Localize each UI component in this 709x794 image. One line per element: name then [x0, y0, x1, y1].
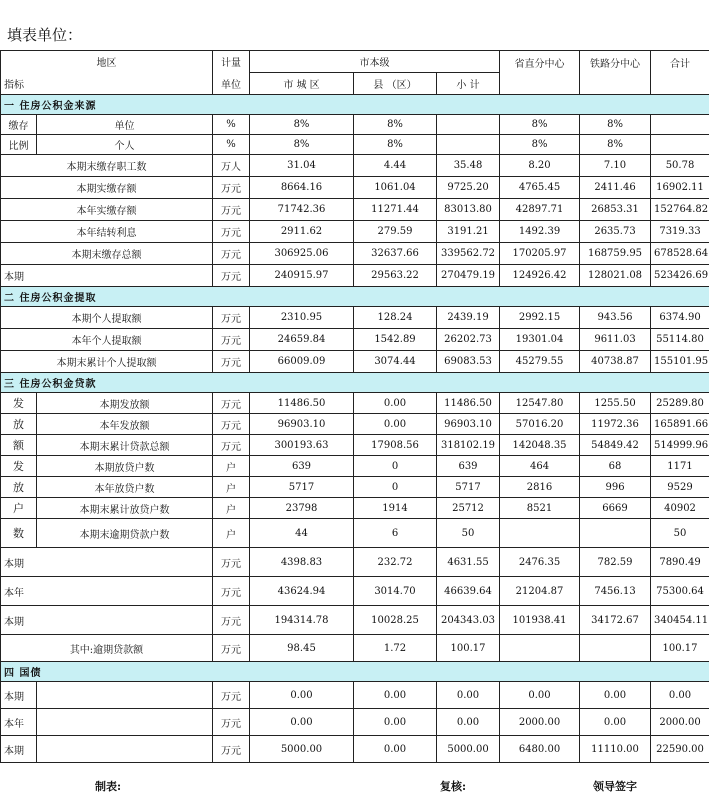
table-row — [1, 199, 709, 221]
unit-cell: 万元 — [213, 577, 250, 606]
rate-label: 比例 — [1, 135, 37, 155]
value-cell: 100.17 — [651, 635, 709, 662]
value-cell — [651, 135, 709, 155]
value-cell: 2911.62 — [250, 221, 354, 243]
value-cell: 155101.95 — [651, 351, 709, 373]
table-row — [1, 635, 709, 662]
unit-cell: 万元 — [213, 199, 250, 221]
row-label: 本期末累计放贷户数 — [37, 498, 213, 519]
value-cell: 6374.90 — [651, 307, 709, 329]
value-cell: 55114.80 — [651, 329, 709, 351]
value-cell: 100.17 — [437, 635, 500, 662]
row-label: 本期末缴存职工数 — [1, 155, 213, 177]
value-cell: 101938.41 — [500, 606, 580, 635]
value-cell: 8664.16 — [250, 177, 354, 199]
value-cell: 142048.35 — [500, 435, 580, 456]
unit-cell: 万元 — [213, 736, 250, 763]
value-cell: 8.20 — [500, 155, 580, 177]
value-cell: 2310.95 — [250, 307, 354, 329]
value-cell: 4631.55 — [437, 548, 500, 577]
value-cell: 26202.73 — [437, 329, 500, 351]
unit-cell: 万元 — [213, 414, 250, 435]
table-row — [1, 135, 709, 155]
value-cell: 7319.33 — [651, 221, 709, 243]
row-label: 本期个人提取额 — [1, 307, 213, 329]
value-cell: 9725.20 — [437, 177, 500, 199]
value-cell: 1171 — [651, 456, 709, 477]
value-cell: 96903.10 — [437, 414, 500, 435]
value-cell: 11110.00 — [580, 736, 651, 763]
value-cell: 0.00 — [354, 414, 437, 435]
value-cell: 10028.25 — [354, 606, 437, 635]
value-cell: 75300.64 — [651, 577, 709, 606]
table-row — [1, 477, 709, 498]
table-row — [1, 265, 709, 287]
value-cell: 50.78 — [651, 155, 709, 177]
value-cell: 5000.00 — [250, 736, 354, 763]
table-row — [1, 456, 709, 477]
value-cell: 8% — [580, 135, 651, 155]
value-cell: 1542.89 — [354, 329, 437, 351]
unit-cell: 万元 — [213, 435, 250, 456]
unit-cell: % — [213, 135, 250, 155]
section-row — [1, 662, 709, 682]
value-cell: 3191.21 — [437, 221, 500, 243]
value-cell: 46639.64 — [437, 577, 500, 606]
value-cell: 1914 — [354, 498, 437, 519]
value-cell: 6669 — [580, 498, 651, 519]
value-cell: 152764.82 — [651, 199, 709, 221]
unit-cell: 万元 — [213, 307, 250, 329]
value-cell: 2635.73 — [580, 221, 651, 243]
value-cell: 17908.56 — [354, 435, 437, 456]
table-row — [1, 736, 709, 763]
unit-cell: 万元 — [213, 351, 250, 373]
value-cell: 306925.06 — [250, 243, 354, 265]
value-cell: 0.00 — [354, 393, 437, 414]
value-cell: 639 — [437, 456, 500, 477]
header-region: 地区 — [1, 51, 213, 73]
value-cell: 232.72 — [354, 548, 437, 577]
value-cell: 943.56 — [580, 307, 651, 329]
value-cell: 639 — [250, 456, 354, 477]
value-cell: 204343.03 — [437, 606, 500, 635]
group-label: 发 — [1, 456, 37, 477]
row-label: 本期末缴存总额 — [1, 243, 213, 265]
row-label: 本期发放额 — [37, 393, 213, 414]
row-label: 本年个人提取额 — [1, 329, 213, 351]
header-subtotal: 小 计 — [437, 73, 500, 95]
value-cell: 26853.31 — [580, 199, 651, 221]
value-cell: 54849.42 — [580, 435, 651, 456]
rate-label: 缴存 — [1, 115, 37, 135]
value-cell: 32637.66 — [354, 243, 437, 265]
value-cell: 0.00 — [250, 709, 354, 736]
value-cell: 0.00 — [500, 682, 580, 709]
value-cell: 11486.50 — [437, 393, 500, 414]
value-cell: 8% — [250, 115, 354, 135]
value-cell: 0.00 — [354, 736, 437, 763]
value-cell: 1.72 — [354, 635, 437, 662]
unit-cell: 万元 — [213, 709, 250, 736]
empty-cell — [37, 682, 213, 709]
unit-cell: 万元 — [213, 606, 250, 635]
footer-reviewed: 复核: — [440, 780, 467, 793]
row-label: 本期末累计贷款总额 — [37, 435, 213, 456]
table-row — [1, 221, 709, 243]
value-cell: 5717 — [250, 477, 354, 498]
value-cell: 8521 — [500, 498, 580, 519]
header-unit-top: 计量 — [213, 51, 250, 73]
value-cell: 170205.97 — [500, 243, 580, 265]
table-row — [1, 548, 709, 577]
value-cell: 300193.63 — [250, 435, 354, 456]
value-cell: 2439.19 — [437, 307, 500, 329]
value-cell: 31.04 — [250, 155, 354, 177]
value-cell: 0.00 — [250, 682, 354, 709]
value-cell: 40902 — [651, 498, 709, 519]
value-cell: 57016.20 — [500, 414, 580, 435]
empty-cell — [37, 709, 213, 736]
unit-cell: 万元 — [213, 635, 250, 662]
value-cell: 2000.00 — [500, 709, 580, 736]
value-cell: 9529 — [651, 477, 709, 498]
header-total: 合计 — [651, 51, 709, 95]
value-cell: 128.24 — [354, 307, 437, 329]
value-cell: 7.10 — [580, 155, 651, 177]
value-cell: 4.44 — [354, 155, 437, 177]
row-label: 单位 — [37, 115, 213, 135]
value-cell: 782.59 — [580, 548, 651, 577]
unit-cell: 万元 — [213, 682, 250, 709]
value-cell: 2000.00 — [651, 709, 709, 736]
value-cell: 96903.10 — [250, 414, 354, 435]
row-label: 本年 — [1, 577, 213, 606]
table-row — [1, 177, 709, 199]
value-cell: 124926.42 — [500, 265, 580, 287]
value-cell: 0.00 — [437, 682, 500, 709]
value-cell: 69083.53 — [437, 351, 500, 373]
unit-cell: 万人 — [213, 155, 250, 177]
value-cell: 3014.70 — [354, 577, 437, 606]
value-cell: 514999.96 — [651, 435, 709, 456]
group-label: 发 — [1, 393, 37, 414]
value-cell: 339562.72 — [437, 243, 500, 265]
header-city-district: 市 城 区 — [250, 73, 354, 95]
unit-cell: 万元 — [213, 548, 250, 577]
header-county: 县 （区） — [354, 73, 437, 95]
value-cell: 1255.50 — [580, 393, 651, 414]
value-cell: 8% — [580, 115, 651, 135]
value-cell: 11271.44 — [354, 199, 437, 221]
value-cell: 50 — [651, 519, 709, 548]
unit-cell: 万元 — [213, 177, 250, 199]
value-cell: 25289.80 — [651, 393, 709, 414]
table-row — [1, 329, 709, 351]
section-title: 四 国债 — [1, 662, 709, 682]
unit-cell: 万元 — [213, 221, 250, 243]
group-label: 放 — [1, 414, 37, 435]
value-cell — [651, 115, 709, 135]
value-cell: 21204.87 — [500, 577, 580, 606]
group-label: 数 — [1, 519, 37, 548]
header-indicator: 指标 — [1, 73, 213, 95]
row-label: 本期实缴存额 — [1, 177, 213, 199]
value-cell: 34172.67 — [580, 606, 651, 635]
value-cell: 11972.36 — [580, 414, 651, 435]
value-cell: 4765.45 — [500, 177, 580, 199]
value-cell: 25712 — [437, 498, 500, 519]
report-table — [0, 50, 709, 763]
section-row — [1, 373, 709, 393]
value-cell: 4398.83 — [250, 548, 354, 577]
section-row — [1, 287, 709, 307]
value-cell: 1492.39 — [500, 221, 580, 243]
value-cell: 0.00 — [580, 709, 651, 736]
value-cell: 8% — [500, 115, 580, 135]
table-row — [1, 709, 709, 736]
row-label: 本期放贷户数 — [37, 456, 213, 477]
value-cell: 270479.19 — [437, 265, 500, 287]
value-cell — [580, 635, 651, 662]
value-cell: 279.59 — [354, 221, 437, 243]
value-cell: 0.00 — [651, 682, 709, 709]
unit-cell: 万元 — [213, 393, 250, 414]
value-cell: 66009.09 — [250, 351, 354, 373]
table-row — [1, 393, 709, 414]
row-label: 本年放贷户数 — [37, 477, 213, 498]
table-row — [1, 351, 709, 373]
footer-leader: 领导签字 — [593, 780, 637, 793]
value-cell: 165891.66 — [651, 414, 709, 435]
value-cell: 2816 — [500, 477, 580, 498]
value-cell: 128021.08 — [580, 265, 651, 287]
unit-cell: 户 — [213, 519, 250, 548]
value-cell: 12547.80 — [500, 393, 580, 414]
table-row — [1, 435, 709, 456]
table-row — [1, 498, 709, 519]
value-cell — [500, 519, 580, 548]
value-cell: 45279.55 — [500, 351, 580, 373]
value-cell: 44 — [250, 519, 354, 548]
row-label: 本年 — [1, 709, 37, 736]
value-cell: 23798 — [250, 498, 354, 519]
value-cell — [500, 635, 580, 662]
value-cell — [437, 135, 500, 155]
unit-cell: % — [213, 115, 250, 135]
table-row — [1, 682, 709, 709]
value-cell: 29563.22 — [354, 265, 437, 287]
header-city-level: 市本级 — [250, 51, 500, 73]
row-label: 本年发放额 — [37, 414, 213, 435]
value-cell: 19301.04 — [500, 329, 580, 351]
value-cell: 50 — [437, 519, 500, 548]
footer-prepared: 制表: — [95, 780, 122, 793]
value-cell: 318102.19 — [437, 435, 500, 456]
value-cell: 68 — [580, 456, 651, 477]
value-cell: 22590.00 — [651, 736, 709, 763]
value-cell: 1061.04 — [354, 177, 437, 199]
value-cell: 71742.36 — [250, 199, 354, 221]
value-cell: 98.45 — [250, 635, 354, 662]
value-cell: 0 — [354, 477, 437, 498]
fill-unit-label: 填表单位： — [7, 26, 83, 44]
value-cell: 8% — [354, 115, 437, 135]
table-row — [1, 243, 709, 265]
header-railway: 铁路分中心 — [580, 51, 651, 95]
row-label: 个人 — [37, 135, 213, 155]
value-cell: 194314.78 — [250, 606, 354, 635]
row-label: 本期末累计个人提取额 — [1, 351, 213, 373]
value-cell — [437, 115, 500, 135]
value-cell: 83013.80 — [437, 199, 500, 221]
value-cell: 0.00 — [354, 709, 437, 736]
group-label: 放 — [1, 477, 37, 498]
value-cell: 5000.00 — [437, 736, 500, 763]
value-cell: 16902.11 — [651, 177, 709, 199]
row-label: 本期 — [1, 682, 37, 709]
table-row — [1, 519, 709, 548]
value-cell: 0.00 — [580, 682, 651, 709]
value-cell: 11486.50 — [250, 393, 354, 414]
value-cell: 24659.84 — [250, 329, 354, 351]
value-cell: 996 — [580, 477, 651, 498]
header-provincial: 省直分中心 — [500, 51, 580, 95]
value-cell: 523426.69 — [651, 265, 709, 287]
value-cell: 8% — [354, 135, 437, 155]
empty-cell — [37, 736, 213, 763]
value-cell: 464 — [500, 456, 580, 477]
unit-cell: 万元 — [213, 329, 250, 351]
table-row — [1, 577, 709, 606]
row-label: 本年结转利息 — [1, 221, 213, 243]
value-cell: 3074.44 — [354, 351, 437, 373]
value-cell: 6 — [354, 519, 437, 548]
table-row — [1, 606, 709, 635]
value-cell: 8% — [500, 135, 580, 155]
value-cell: 35.48 — [437, 155, 500, 177]
value-cell: 2411.46 — [580, 177, 651, 199]
row-label: 本期末逾期贷款户数 — [37, 519, 213, 548]
unit-cell: 万元 — [213, 243, 250, 265]
unit-cell: 户 — [213, 456, 250, 477]
unit-cell: 户 — [213, 498, 250, 519]
value-cell: 340454.11 — [651, 606, 709, 635]
value-cell: 7890.49 — [651, 548, 709, 577]
value-cell: 7456.13 — [580, 577, 651, 606]
row-label: 本期 — [1, 265, 213, 287]
value-cell: 2476.35 — [500, 548, 580, 577]
table-row — [1, 414, 709, 435]
row-label: 本期 — [1, 736, 37, 763]
value-cell — [580, 519, 651, 548]
value-cell: 6480.00 — [500, 736, 580, 763]
value-cell: 9611.03 — [580, 329, 651, 351]
row-label: 本年实缴存额 — [1, 199, 213, 221]
value-cell: 5717 — [437, 477, 500, 498]
value-cell: 678528.64 — [651, 243, 709, 265]
section-title: 一 住房公积金来源 — [1, 95, 709, 115]
table-row — [1, 155, 709, 177]
unit-cell: 户 — [213, 477, 250, 498]
value-cell: 240915.97 — [250, 265, 354, 287]
table-row — [1, 115, 709, 135]
section-title: 二 住房公积金提取 — [1, 287, 709, 307]
header-unit-bottom: 单位 — [213, 73, 250, 95]
value-cell: 2992.15 — [500, 307, 580, 329]
group-label: 户 — [1, 498, 37, 519]
row-label: 本期 — [1, 606, 213, 635]
group-label: 额 — [1, 435, 37, 456]
value-cell: 0.00 — [354, 682, 437, 709]
value-cell: 8% — [250, 135, 354, 155]
value-cell: 43624.94 — [250, 577, 354, 606]
value-cell: 0.00 — [437, 709, 500, 736]
row-label: 本期 — [1, 548, 213, 577]
row-label: 其中:逾期贷款额 — [1, 635, 213, 662]
value-cell: 40738.87 — [580, 351, 651, 373]
value-cell: 0 — [354, 456, 437, 477]
table-row — [1, 307, 709, 329]
value-cell: 42897.71 — [500, 199, 580, 221]
section-title: 三 住房公积金贷款 — [1, 373, 709, 393]
value-cell: 168759.95 — [580, 243, 651, 265]
unit-cell: 万元 — [213, 265, 250, 287]
section-row — [1, 95, 709, 115]
